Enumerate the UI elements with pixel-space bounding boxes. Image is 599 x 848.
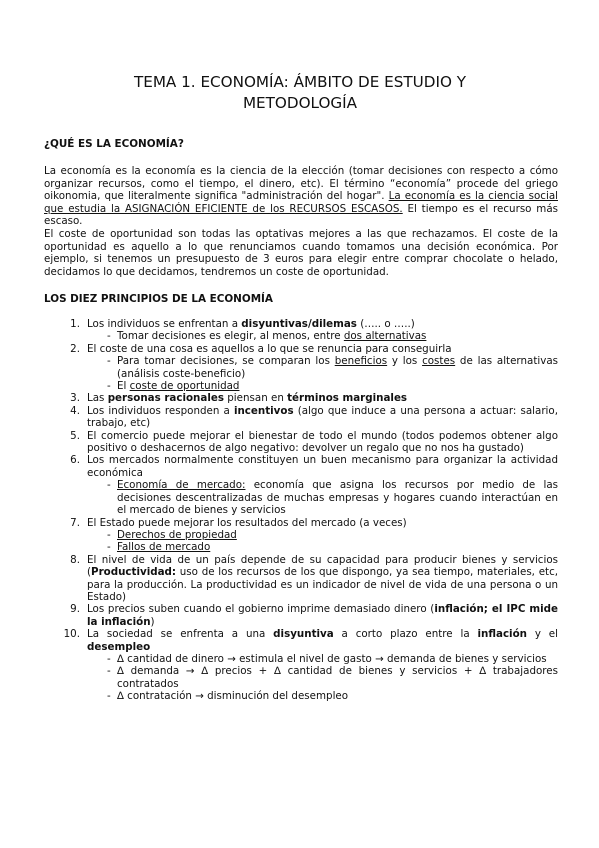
sub-item: - ∆ contratación → disminución del desempleo	[107, 690, 349, 703]
sub-item: - Derechos de propiedad	[107, 528, 237, 541]
definition-underlined: La economía es la ciencia social que estudia la ASIGNACIÓN EFICIENTE de los RECURSOS ESCASOS.	[44, 190, 558, 215]
list-item: 3. Las personas racionales piensan en términos marginales	[70, 392, 408, 405]
sub-item: - Economía de mercado: economía que asigna los recursos por medio de las decisiones descentralizadas de muchas empresas y hogares cuando interactúan en el mercado de bienes y servicios	[107, 479, 558, 517]
list-item: 2. El coste de una cosa es aquellos a lo que se renuncia para conseguirla	[70, 342, 452, 355]
sub-item: - Tomar decisiones es elegir, al menos, entre dos alternativas	[107, 330, 427, 343]
sub-item: - ∆ demanda → ∆ precios + ∆ cantidad de bienes y servicios + ∆ trabajadores contratados	[107, 665, 558, 690]
page-title	[60, 72, 540, 114]
section-heading-principios: LOS DIEZ PRINCIPIOS DE LA ECONOMÍA	[44, 293, 273, 305]
list-item: 8. El nivel de vida de un país depende de su capacidad para producir bienes y servicios (Productividad: uso de los recursos de los que dispongo, ya sea tiempo, materiales, etc, para la producción. La productividad es un indicador de nivel de vida de una persona o un Estado)	[70, 553, 558, 603]
list-item: 7. El Estado puede mejorar los resultados del mercado (a veces)	[70, 516, 407, 529]
list-item: 10. La sociedad se enfrenta a una disyuntiva a corto plazo entre la inflación y el desempleo	[63, 628, 558, 653]
intro-text	[44, 165, 558, 278]
sub-item: - Para tomar decisiones, se comparan los beneficios y los costes de las alternativas (análisis coste-beneficio)	[107, 355, 558, 380]
section-heading-que-es: ¿QUÉ ES LA ECONOMÍA?	[44, 138, 184, 150]
list-item: 9. Los precios suben cuando el gobierno imprime demasiado dinero (inflación; el IPC mide la inflación)	[70, 603, 558, 628]
title-line-2: METODOLOGÍA	[242, 94, 358, 112]
sub-item: - El coste de oportunidad	[107, 380, 240, 393]
list-item: 1. Los individuos se enfrentan a disyuntivas/dilemas (….. o …..)	[70, 318, 415, 330]
title-line-1: TEMA 1. ECONOMÍA: ÁMBITO DE ESTUDIO Y	[133, 73, 467, 91]
intro-paragraph-1: La economía es la economía es la ciencia de la elección (tomar decisiones con respecto a cómo organizar recursos, como el tiempo, el dinero, etc). El término “economía” procede del griego oikonomia, que literalmente significa "administración del hogar". La economía es la ciencia social que estudia la ASIGNACIÓN EFICIENTE de los RECURSOS ESCASOS. El tiempo es el recurso más escaso.	[44, 165, 558, 228]
list-item: 5. El comercio puede mejorar el bienestar de todo el mundo (todos podemos obtener algo positivo o deshacernos de algo negativo: devolver un regalo que no nos ha gustado)	[70, 429, 558, 455]
principles-list	[44, 318, 558, 703]
sub-item: - ∆ cantidad de dinero → estimula el nivel de gasto → demanda de bienes y servicios	[107, 652, 547, 665]
sub-item: - Fallos de mercado	[107, 541, 211, 554]
intro-paragraph-2: El coste de oportunidad son todas las optativas mejores a las que rechazamos. El coste de la oportunidad es aquello a lo que renunciamos cuando tomamos una decisión económica. Por ejemplo, si tenemos un presupuesto de 3 euros para elegir entre comprar chocolate o helado, decidamos lo que decidamos, tendremos un coste de oportunidad.	[44, 227, 558, 278]
list-item: 6. Los mercados normalmente constituyen un buen mecanismo para organizar la actividad económica	[70, 454, 558, 479]
list-item: 4. Los individuos responden a incentivos (algo que induce a una persona a actuar: salario, trabajo, etc)	[70, 404, 558, 430]
